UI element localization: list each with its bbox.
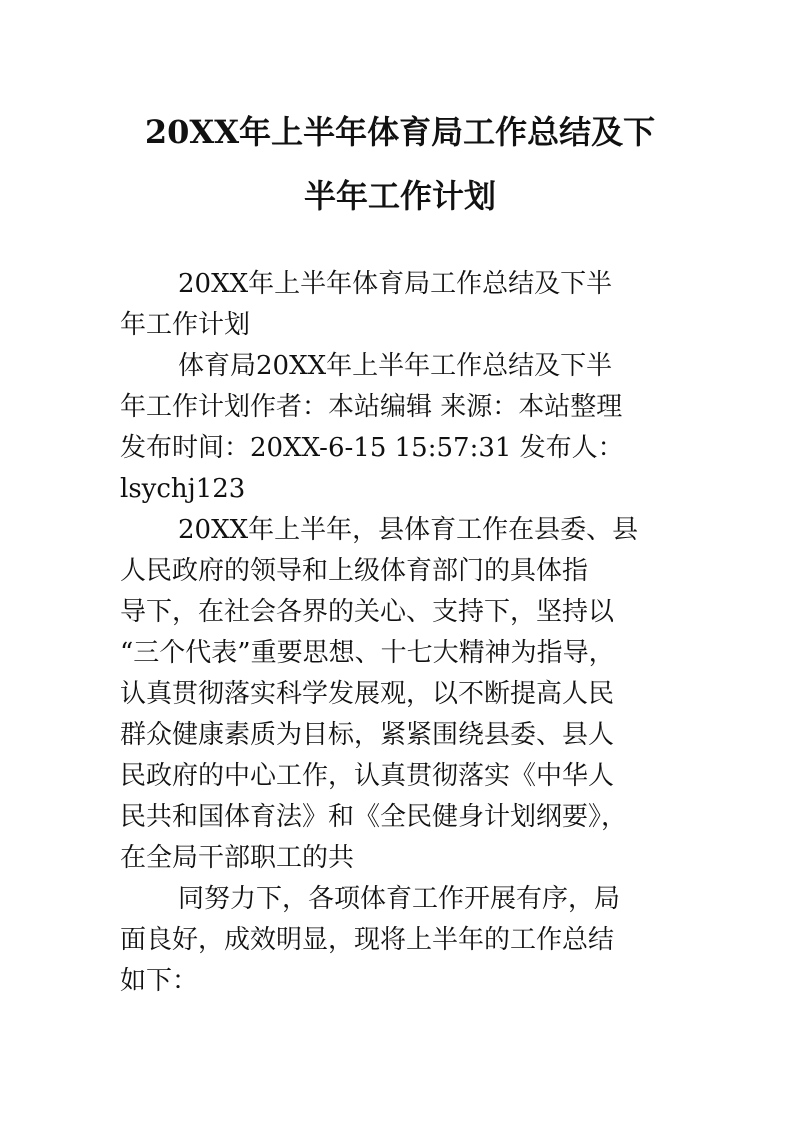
text-line: 年工作计划 [120,310,251,340]
text-line: 面良好，成效明显，现将上半年的工作总结 [120,925,615,955]
text-line: 发布时间：20XX-6-15 15:57:31 发布人： [120,433,624,463]
text-line: 导下，在社会各界的关心、支持下，坚持以 [120,597,615,627]
text-line: “三个代表”重要思想、十七大精神为指导， [120,638,615,668]
title-line: 半年工作计划 [303,177,496,215]
text-line: 20XX年上半年，县体育工作在县委、县 [178,515,639,545]
title-line: 20XX年上半年体育局工作总结及下 [144,113,656,151]
paragraph-introduction [120,510,690,879]
paragraph-summary-intro [120,879,690,1002]
text-line: 群众健康素质为目标，紧紧围绕县委、县人 [120,720,615,750]
text-line: 在全局干部职工的共 [120,843,355,873]
document-body [120,264,690,1002]
text-line: 如下： [120,966,199,996]
document-title [100,100,700,228]
text-line: 体育局20XX年上半年工作总结及下半 [178,351,613,381]
text-line: lsychj123 [120,474,246,504]
text-line: 民共和国体育法》和《全民健身计划纲要》， [120,802,628,832]
text-line: 认真贯彻落实科学发展观，以不断提高人民 [120,679,615,709]
text-line: 民政府的中心工作，认真贯彻落实《中华人 [120,761,615,791]
text-line: 20XX年上半年体育局工作总结及下半 [178,269,613,299]
text-line: 年工作计划作者：本站编辑 来源：本站整理 [120,392,623,422]
text-line: 人民政府的领导和上级体育部门的具体指 [120,556,589,586]
text-line: 同努力下，各项体育工作开展有序，局 [178,884,621,914]
paragraph-metadata [120,346,690,510]
paragraph-heading-repeat [120,264,690,346]
